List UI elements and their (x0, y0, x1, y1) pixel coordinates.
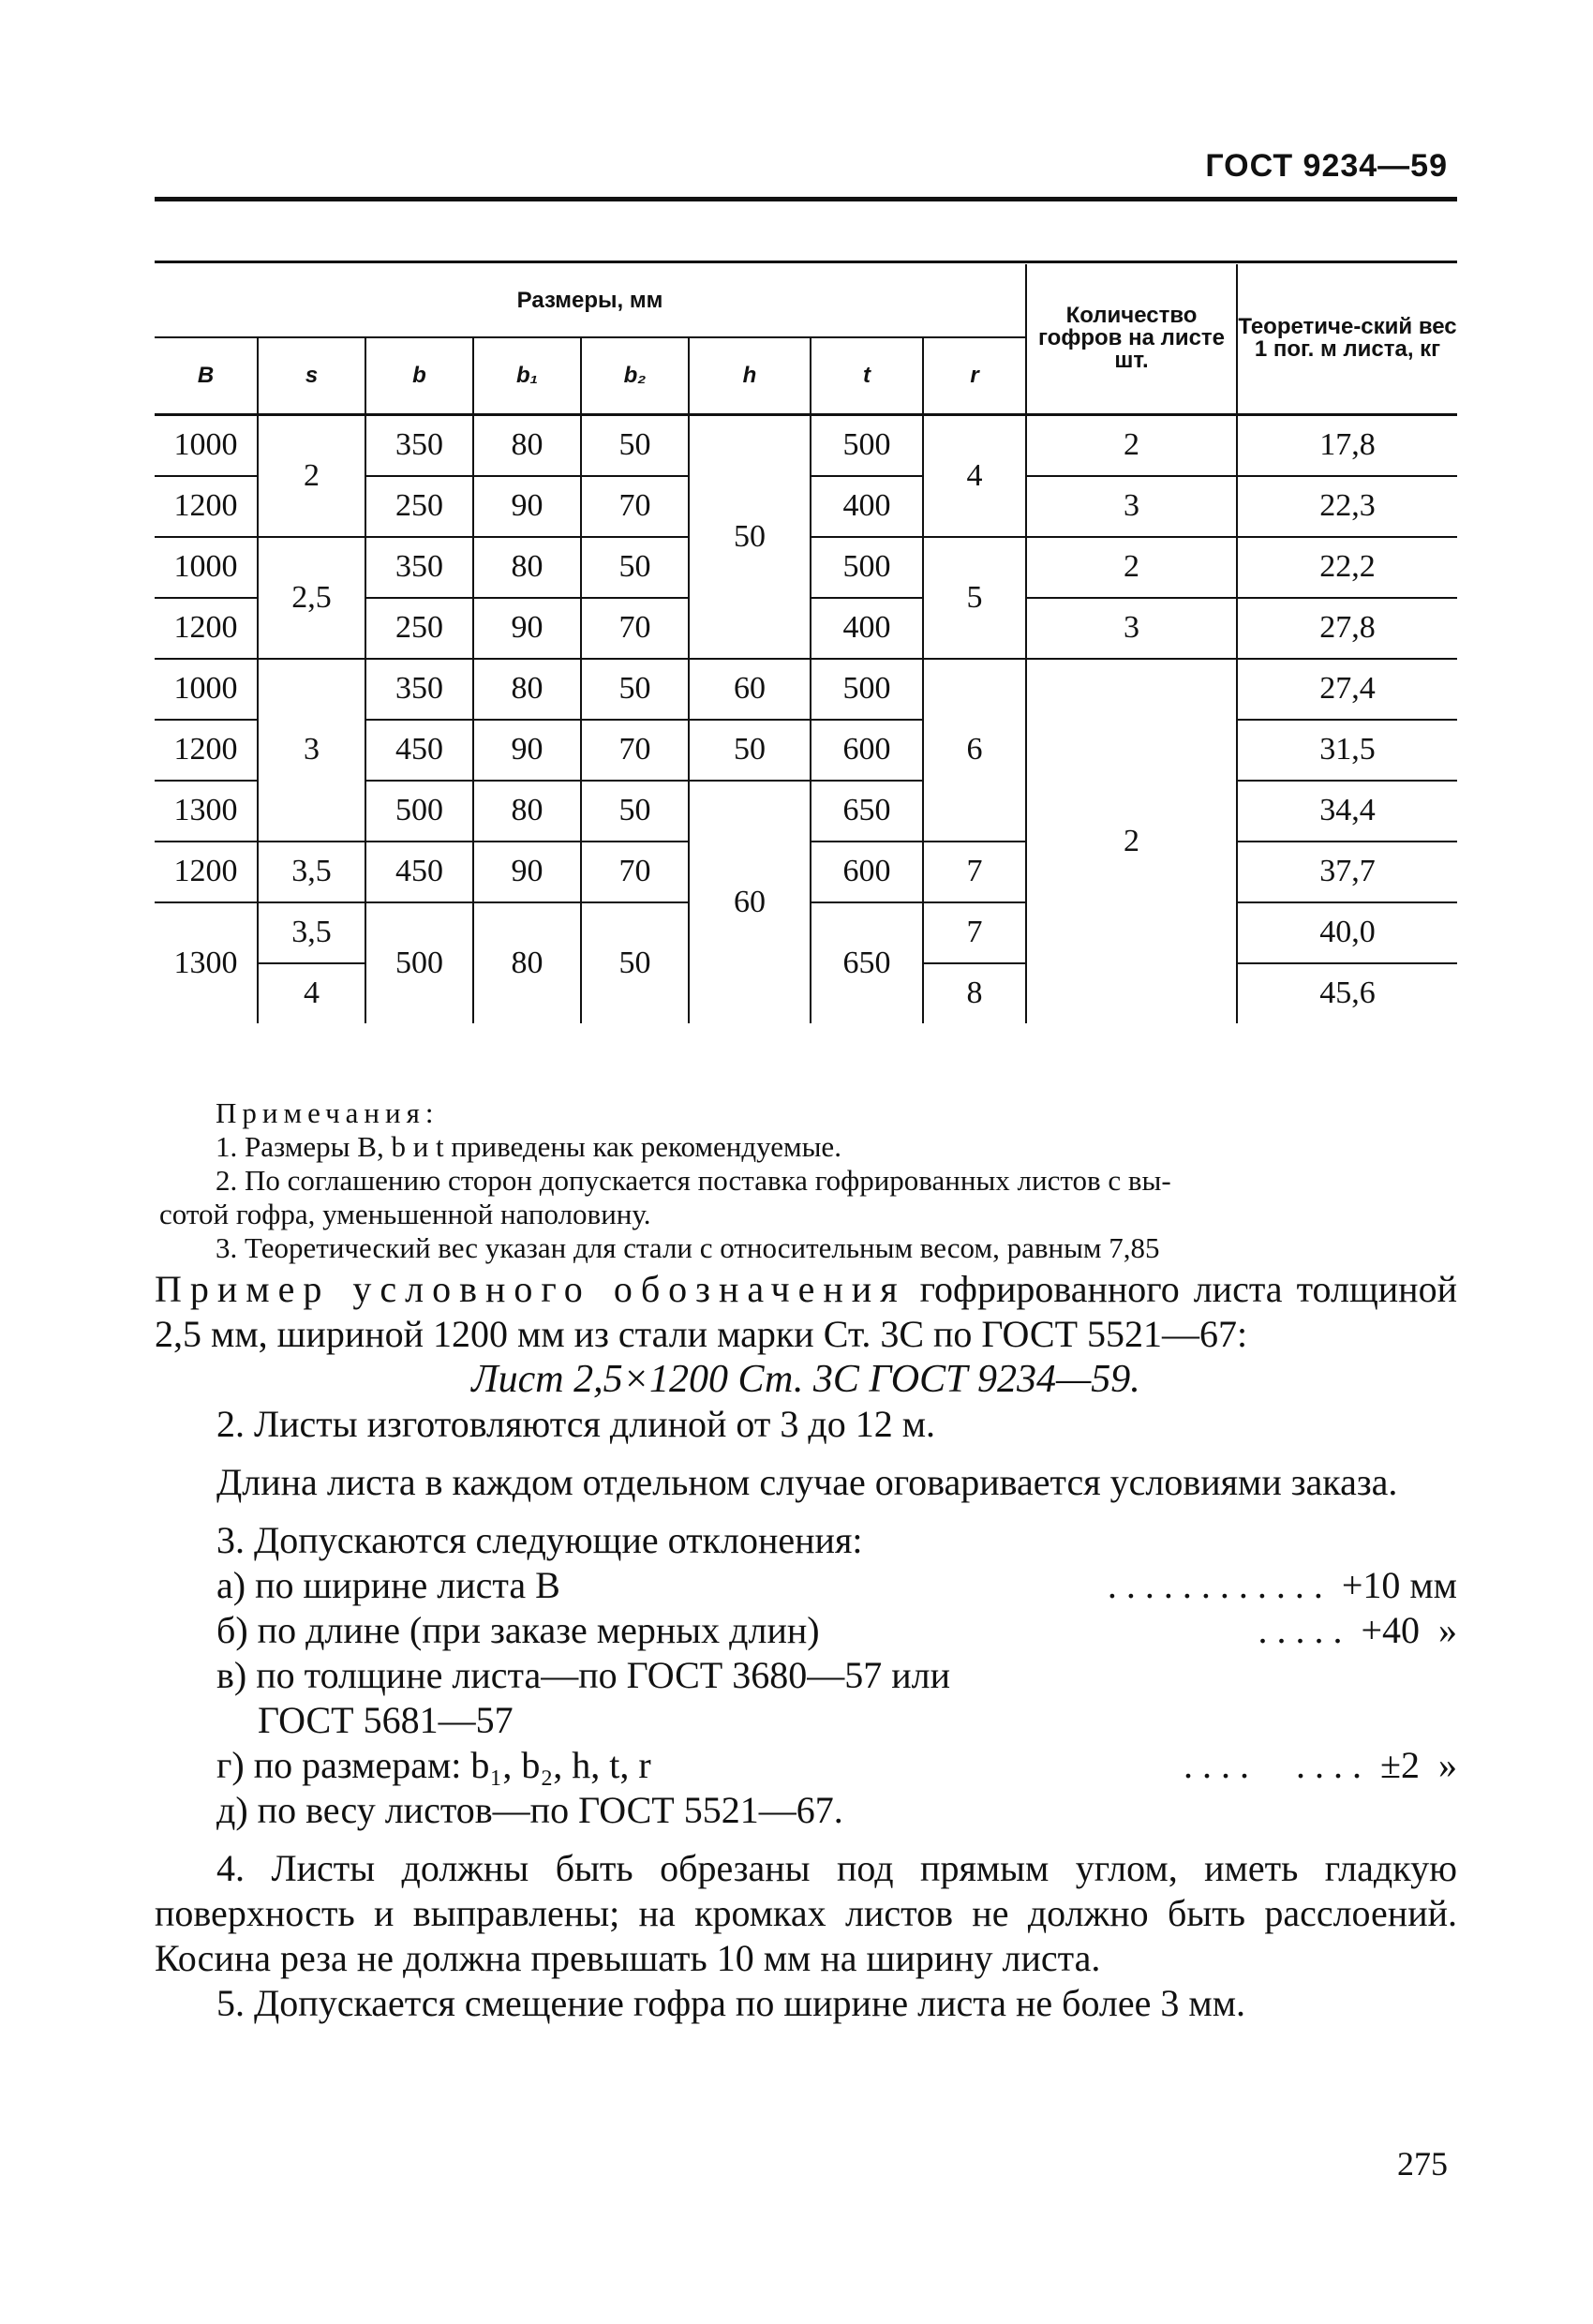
cell-r: 6 (923, 659, 1026, 842)
cell-s: 2,5 (258, 537, 365, 659)
cell-B: 1000 (155, 414, 258, 476)
deviation-c-continued: ГОСТ 5681—57 (258, 1699, 514, 1741)
cell-r: 5 (923, 537, 1026, 659)
cell-s: 4 (258, 963, 365, 1023)
cell-b: 350 (365, 659, 473, 720)
deviation-b-value: . . . . . +40 » (1258, 1609, 1457, 1651)
cell-weight: 34,4 (1237, 781, 1457, 842)
col-b1: b₁ (473, 337, 581, 414)
paragraph-2: 2. Листы изготовляются длиной от 3 до 12 м. (216, 1403, 936, 1445)
cell-count: 2 (1026, 537, 1237, 598)
cell-weight: 37,7 (1237, 842, 1457, 902)
cell-B: 1200 (155, 476, 258, 537)
cell-b2: 70 (581, 842, 689, 902)
example-lead: Пример условного обозначения (155, 1268, 906, 1310)
notes-label: Примечания: (216, 1096, 439, 1129)
deviation-d-label: г) по размерам: b₁, b₂, h, t, r (216, 1744, 651, 1786)
cell-b1: 90 (473, 598, 581, 659)
designation-example: Лист 2,5×1200 Ст. 3С ГОСТ 9234—59. (471, 1358, 1140, 1401)
cell-B: 1300 (173, 945, 238, 980)
cell-b: 450 (365, 842, 473, 902)
cell-b1: 90 (473, 842, 581, 902)
header-weight: Теоретиче-ский вес 1 пог. м листа, кг (1237, 264, 1457, 414)
cell-b1: 80 (473, 414, 581, 476)
table-row (155, 659, 1457, 720)
col-b: b (365, 337, 473, 414)
cell-weight: 27,8 (1237, 598, 1457, 659)
cell-b1: 80 (473, 537, 581, 598)
cell-count: 2 (1026, 414, 1237, 476)
cell-t: 400 (811, 598, 923, 659)
cell-s: 3,5 (258, 902, 365, 963)
cell-h: 50 (689, 414, 811, 659)
col-h: h (689, 337, 811, 414)
cell-b: 250 (365, 476, 473, 537)
col-B: B (155, 337, 258, 414)
example-text: гофрированного листа толщиной 2,5 мм, шириной 1200 мм из стали марки Ст. 3С по ГОСТ 5521—67: (155, 1268, 1457, 1355)
deviation-c (155, 1653, 1457, 1698)
cell-b: 350 (365, 414, 473, 476)
cell-r: 8 (923, 963, 1026, 1023)
cell-b: 350 (365, 537, 473, 598)
cell-count: 3 (1026, 598, 1237, 659)
cell-B: 1000 (155, 659, 258, 720)
cell-h: 60 (689, 659, 811, 720)
cell-weight: 22,2 (1237, 537, 1457, 598)
cell-s: 3 (258, 659, 365, 842)
cell-b1: 80 (473, 902, 581, 1023)
header-count: Количество гофров на листе шт. (1026, 264, 1237, 414)
header-dimensions: Размеры, мм (155, 264, 1026, 337)
body-text (155, 1267, 1457, 2026)
document-code: ГОСТ 9234—59 (1205, 148, 1448, 184)
cell-b2: 50 (581, 781, 689, 842)
cell-s: 2 (258, 414, 365, 537)
cell-weight: 27,4 (1237, 659, 1457, 720)
cell-b2: 70 (581, 720, 689, 781)
paragraph-3: 3. Допускаются следующие отклонения: (216, 1519, 863, 1561)
cell-b: 500 (365, 781, 473, 842)
cell-B: 1200 (155, 598, 258, 659)
cell-weight: 45,6 (1237, 963, 1457, 1023)
cell-t: 500 (811, 537, 923, 598)
cell-b: 500 (365, 902, 473, 1023)
cell-B: 1200 (155, 720, 258, 781)
cell-h: 50 (689, 720, 811, 781)
note-3: 3. Теоретический вес указан для стали с относительным весом, равным 7,85 (216, 1231, 1160, 1264)
cell-B: 1300 (155, 781, 258, 842)
cell-weight: 22,3 (1237, 476, 1457, 537)
cell-b1: 80 (473, 781, 581, 842)
table-top-rule (155, 261, 1457, 263)
page-number: 275 (1397, 2145, 1448, 2182)
table-row (155, 414, 1457, 476)
col-t: t (811, 337, 923, 414)
cell-b2: 50 (581, 537, 689, 598)
deviation-d (155, 1743, 1457, 1788)
cell-t: 600 (811, 842, 923, 902)
deviation-d-value: . . . . . . . . ±2 » (1184, 1744, 1457, 1786)
cell-b: 250 (365, 598, 473, 659)
cell-s: 3,5 (258, 842, 365, 902)
cell-b2: 50 (581, 414, 689, 476)
deviation-a-label: а) по ширине листа B (216, 1564, 560, 1606)
deviation-a-value: . . . . . . . . . . . . +10 мм (1107, 1564, 1457, 1606)
cell-count: 3 (1026, 476, 1237, 537)
deviation-b (155, 1608, 1457, 1653)
dimensions-table (155, 264, 1457, 1023)
cell-t: 400 (811, 476, 923, 537)
cell-b2: 50 (581, 659, 689, 720)
cell-r: 7 (923, 842, 1026, 902)
col-s: s (258, 337, 365, 414)
cell-b2: 70 (581, 598, 689, 659)
cell-weight: 17,8 (1237, 414, 1457, 476)
deviation-c-label: в) по толщине листа—по ГОСТ 3680—57 или (216, 1654, 951, 1696)
cell-count: 2 (1026, 659, 1237, 1023)
note-1: 1. Размеры B, b и t приведены как рекомендуемые. (216, 1130, 841, 1163)
cell-B: 1200 (155, 842, 258, 902)
cell-b1: 90 (473, 720, 581, 781)
table-notes (159, 1096, 1462, 1265)
cell-h: 60 (689, 781, 811, 1023)
cell-r: 7 (923, 902, 1026, 963)
paragraph-4: 4. Листы должны быть обрезаны под прямым углом, иметь гладкую поверхность и выправлены; на кромках листов не должно быть расслоений. Косина реза не должна превышать 10 мм на ширину листа. (155, 1847, 1457, 1979)
paragraph-5: 5. Допускается смещение гофра по ширине листа не более 3 мм. (216, 1982, 1246, 2024)
cell-t: 600 (811, 720, 923, 781)
cell-b1: 90 (473, 476, 581, 537)
deviation-e (155, 1788, 1457, 1833)
cell-t: 500 (811, 659, 923, 720)
cell-b2: 50 (581, 902, 689, 1023)
cell-b1: 80 (473, 659, 581, 720)
cell-t: 650 (811, 781, 923, 842)
deviation-a (155, 1563, 1457, 1608)
cell-t: 650 (811, 902, 923, 1023)
cell-r: 4 (923, 414, 1026, 537)
header-rule (155, 197, 1457, 201)
paragraph-2b: Длина листа в каждом отдельном случае оговаривается условиями заказа. (216, 1461, 1398, 1503)
cell-weight: 40,0 (1237, 902, 1457, 963)
note-2-continued: сотой гофра, уменьшенной наполовину. (159, 1198, 651, 1230)
cell-t: 500 (811, 414, 923, 476)
col-b2: b₂ (581, 337, 689, 414)
col-r: r (923, 337, 1026, 414)
cell-b: 450 (365, 720, 473, 781)
cell-B: 1000 (155, 537, 258, 598)
deviation-b-label: б) по длине (при заказе мерных длин) (216, 1609, 820, 1651)
note-2: 2. По соглашению сторон допускается поставка гофрированных листов с вы- (216, 1164, 1171, 1197)
cell-b2: 70 (581, 476, 689, 537)
cell-weight: 31,5 (1237, 720, 1457, 781)
deviation-e-label: д) по весу листов—по ГОСТ 5521—67. (216, 1789, 843, 1831)
